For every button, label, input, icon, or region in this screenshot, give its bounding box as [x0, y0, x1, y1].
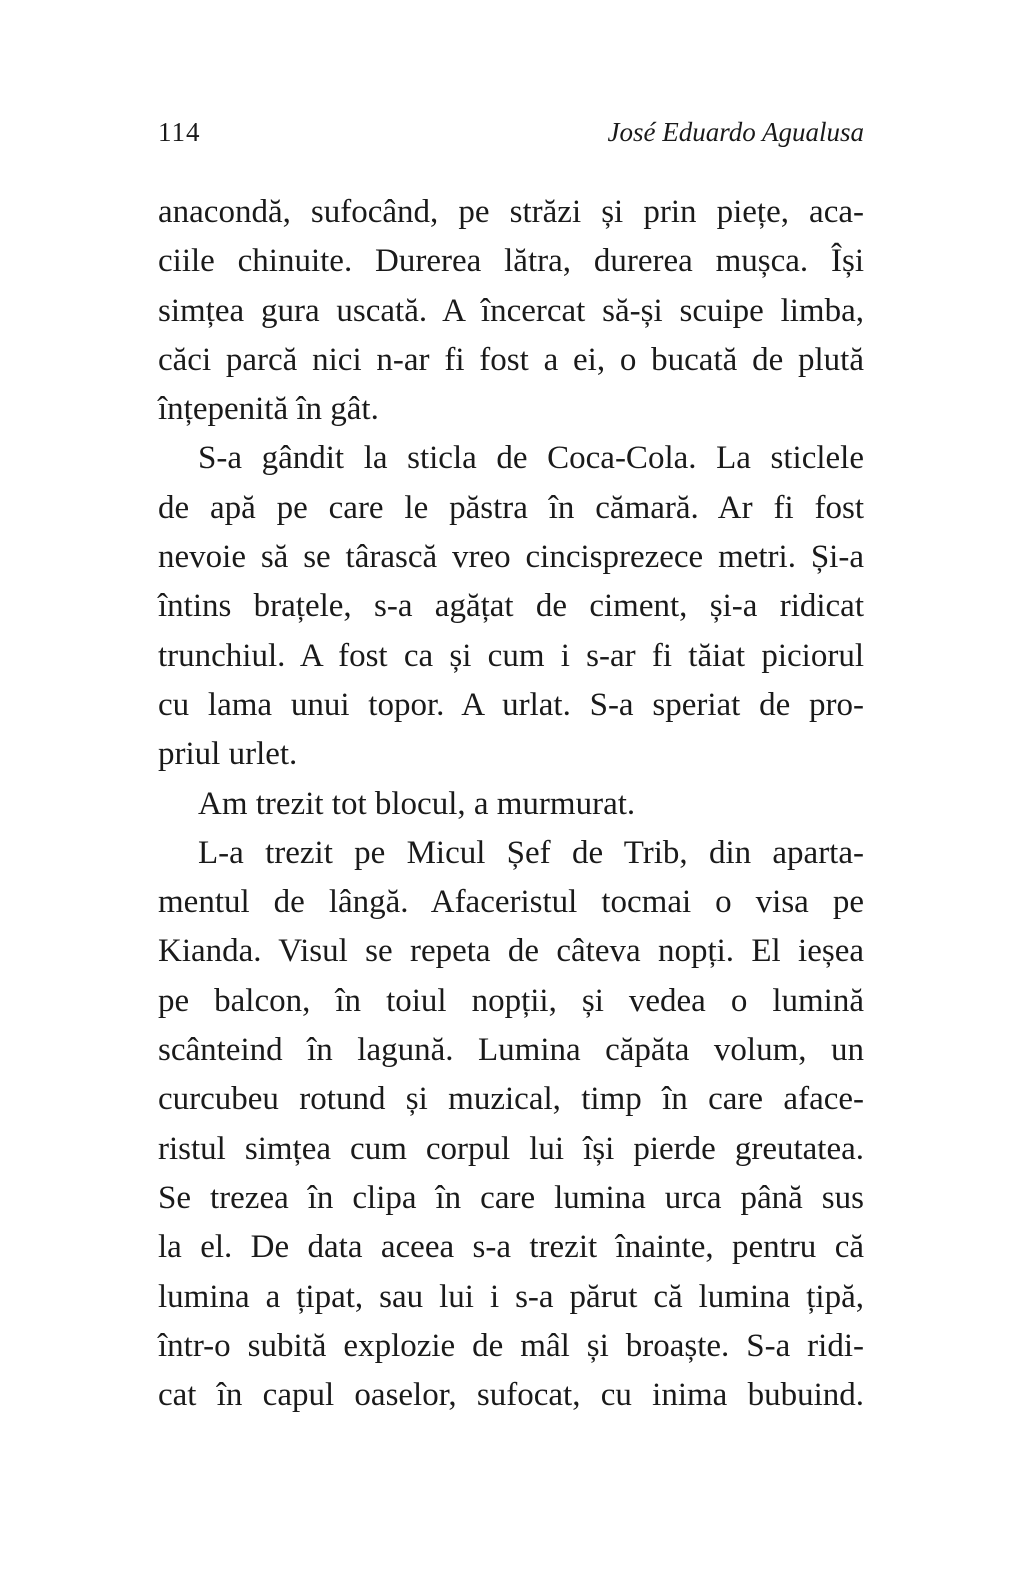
text-line: pe balcon, în toiul nopții, și vedea o lumină: [158, 982, 864, 1019]
text-line: scânteind în lagună. Lumina căpăta volum, un: [158, 1032, 864, 1069]
text-line: simțea gura uscată. A încercat să-și scuipe limba,: [158, 292, 864, 329]
text-line: căci parcă nici n-ar fi fost a ei, o bucată de plută: [158, 341, 864, 378]
text-line: Kianda. Visul se repeta de câteva nopți. El ieșea: [158, 933, 864, 970]
book-page: [158, 0, 864, 1575]
text-line: de apă pe care le păstra în cămară. Ar fi fost: [158, 489, 864, 526]
text-line: curcubeu rotund și muzical, timp în care aface-: [158, 1081, 864, 1118]
text-line: cu lama unui topor. A urlat. S-a speriat de pro-: [158, 686, 864, 723]
text-line: mentul de lângă. Afaceristul tocmai o visa pe: [158, 884, 864, 921]
text-line: nevoie să se târască vreo cincisprezece metri. Și-a: [158, 539, 864, 576]
text-line: ristul simțea cum corpul lui își pierde greutatea.: [158, 1130, 864, 1167]
book-author: José Eduardo Agualusa: [607, 117, 864, 147]
text-line: priul urlet.: [158, 736, 298, 773]
text-line: întins brațele, s-a agățat de ciment, și-a ridicat: [158, 588, 864, 625]
text-line: trunchiul. A fost ca și cum i s-ar fi tăiat piciorul: [158, 637, 864, 674]
text-line: înțepenită în gât.: [158, 391, 379, 428]
text-line: cat în capul oaselor, sufocat, cu inima bubuind.: [158, 1377, 864, 1414]
text-line: la el. De data aceea s-a trezit înainte, pentru că: [158, 1229, 864, 1266]
body-text: [158, 188, 864, 1420]
text-line: anacondă, sufocând, pe străzi și prin piețe, aca-: [158, 194, 864, 230]
page-number: 114: [158, 117, 201, 147]
text-line: într-o subită explozie de mâl și broaște. S-a ridi-: [158, 1327, 864, 1364]
text-line: lumina a țipat, sau lui i s-a părut că lumina țipă,: [158, 1278, 864, 1315]
running-head: [158, 112, 864, 152]
text-line: S-a gândit la sticla de Coca-Cola. La sticlele: [198, 440, 864, 477]
text-line: Se trezea în clipa în care lumina urca până sus: [158, 1179, 864, 1216]
text-line: L-a trezit pe Micul Șef de Trib, din aparta-: [198, 834, 864, 871]
text-line: ciile chinuite. Durerea lătra, durerea mușca. Își: [158, 243, 864, 280]
text-line: Am trezit tot blocul, a murmurat.: [198, 785, 636, 822]
